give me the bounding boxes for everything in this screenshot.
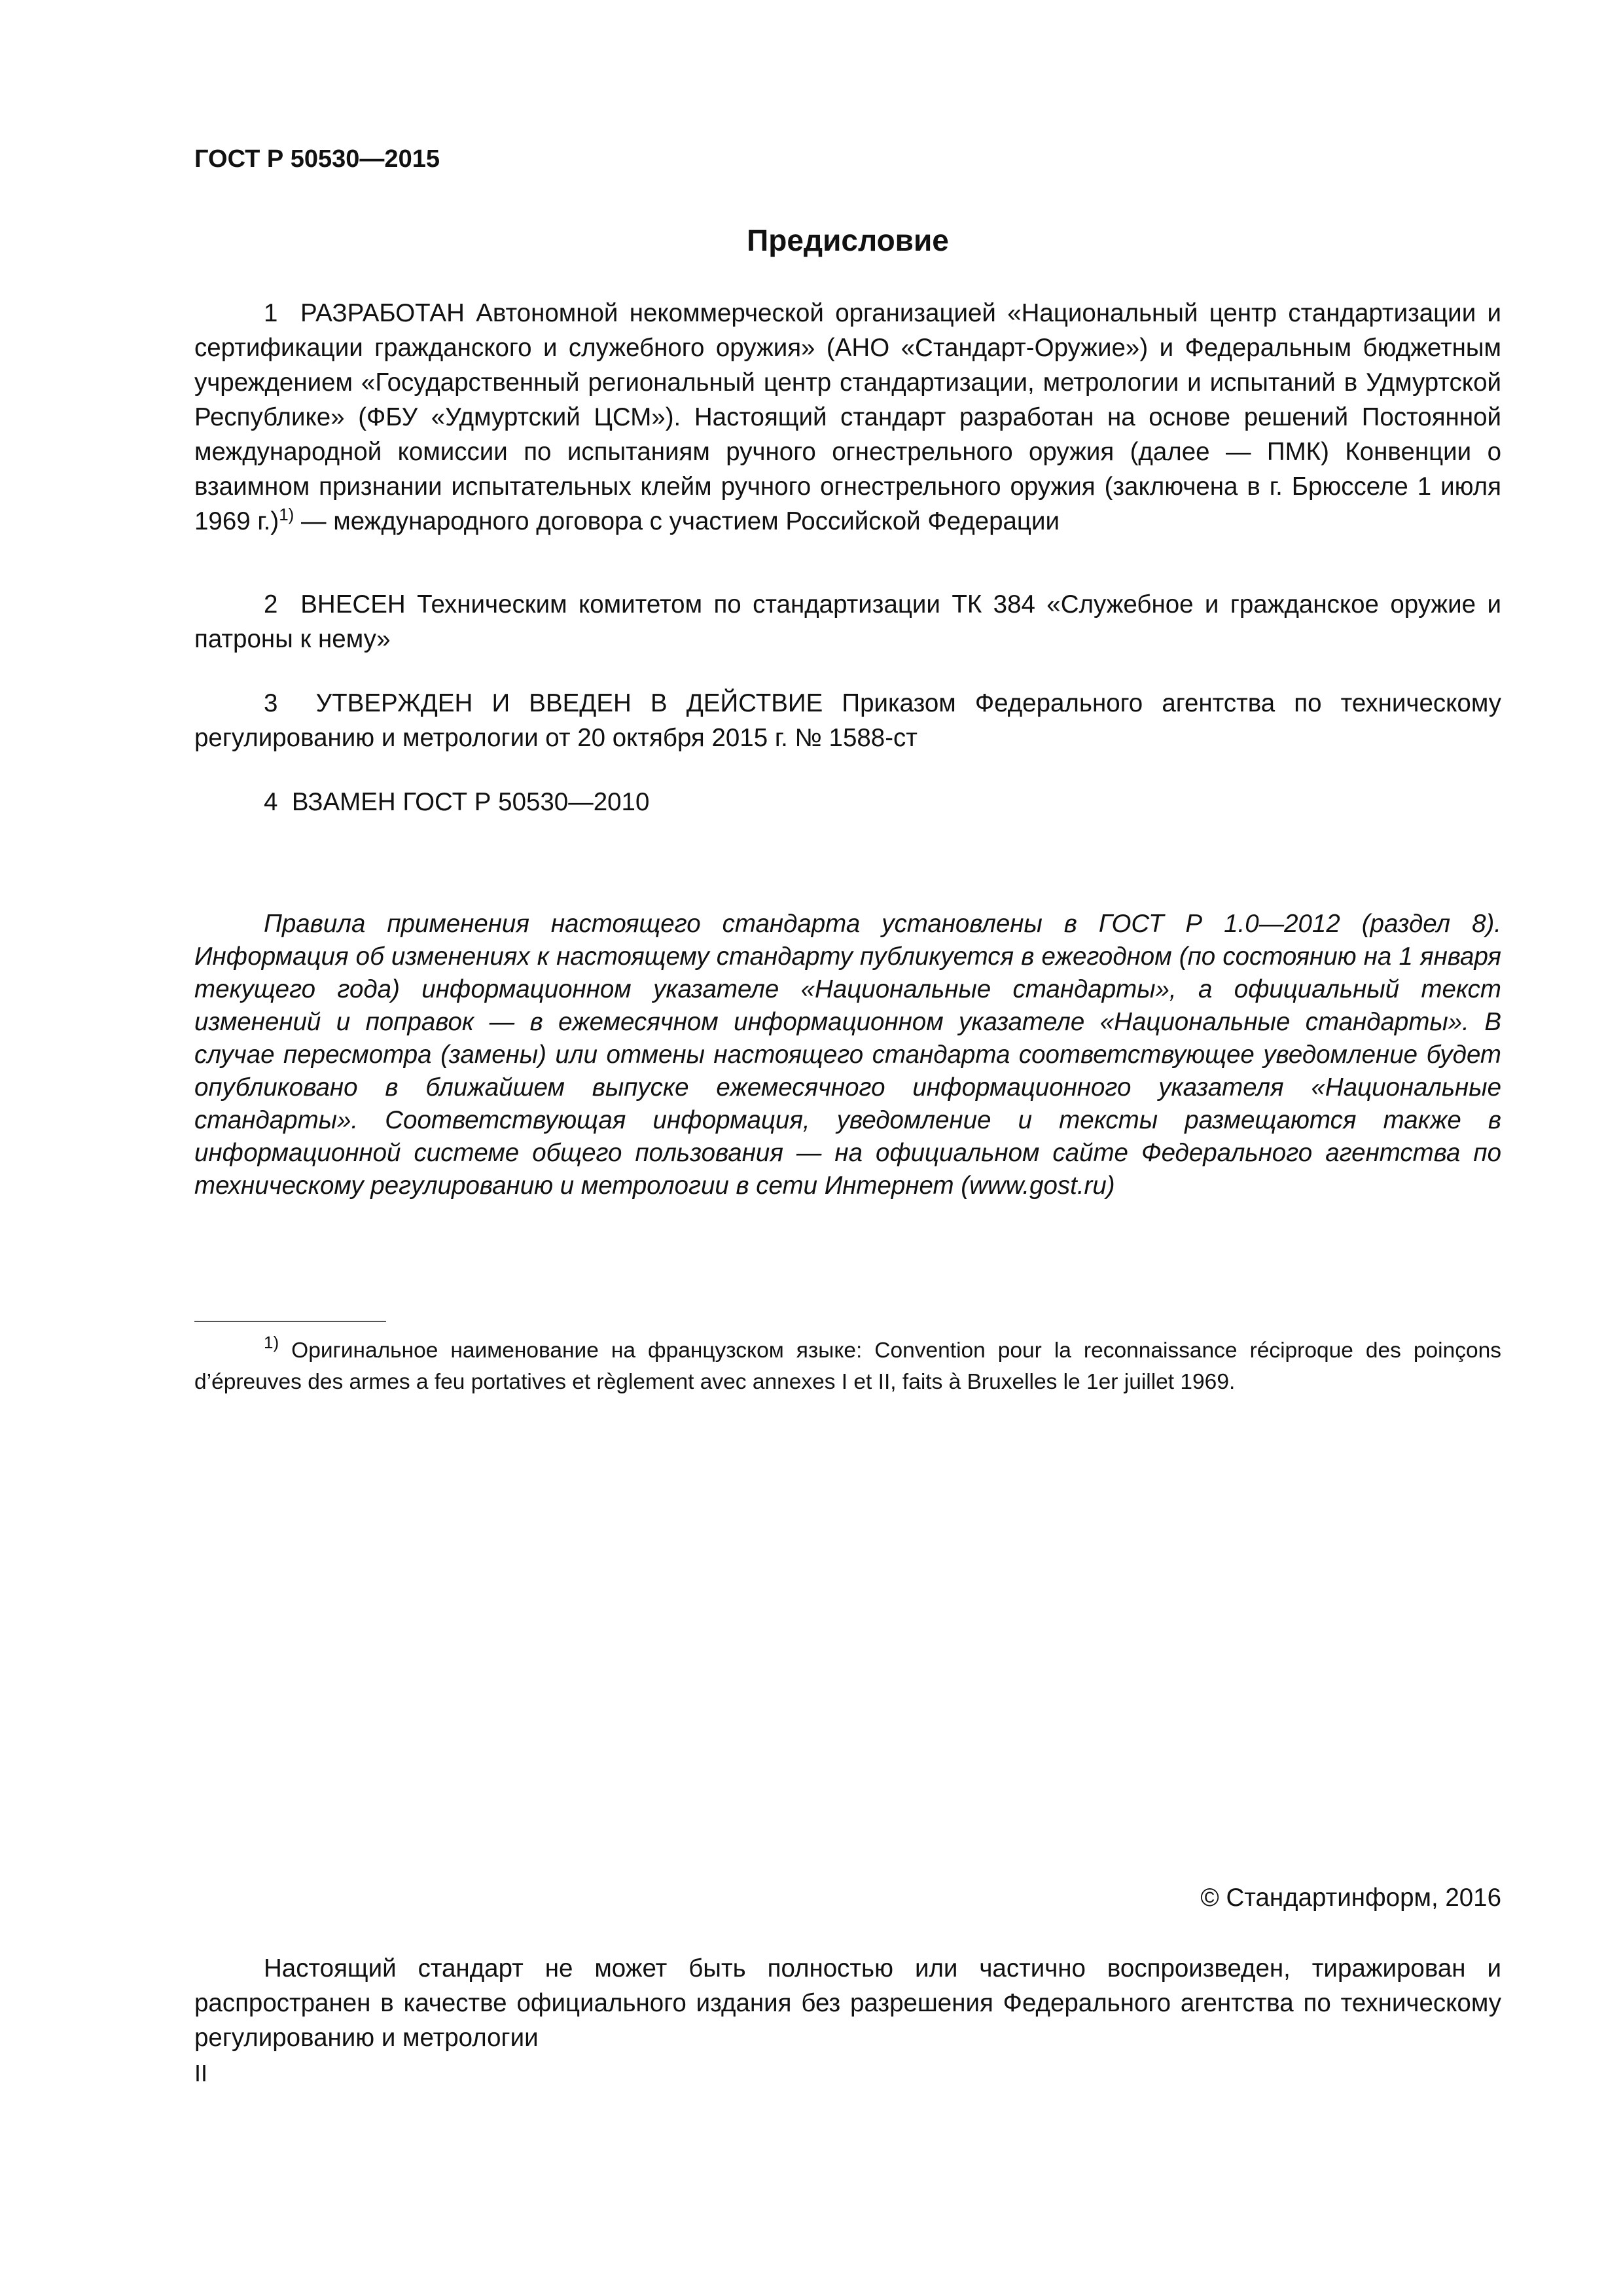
rules-notice: Правила применения настоящего стандарта установлены в ГОСТ Р 1.0—2012 (раздел 8). Информация об изменениях к настоящему стандарту публикуется в ежегодном (по состоянию на 1 января текущего года) информационном указателе «Национальные стандарты», а официальный текст изменений и поправок — в ежемесячном информационном указателе «Национальные стандарты». В случае пересмотра (замены) или отмены настоящего стандарта соответствующее уведомление будет опубликовано в ближайшем выпуске ежемесячного информационного указателя «Национальные стандарты». Соответствующая информация, уведомление и тексты размещаются также в информационной системе общего пользования — на официальном сайте Федерального агентства по техническому регулированию и метрологии в сети Интернет (www.gost.ru) (194, 910, 1501, 1200)
foreword-item-3 (194, 686, 1501, 755)
foreword-item-4 (194, 785, 1501, 819)
foreword-item-2 (194, 587, 1501, 656)
item-text: Автономной некоммерческой организацией «Национальный центр стандартизации и сертификации гражданского и служебного оружия» (АНО «Стандарт-Оружие») и Федеральным бюджетным учреждением «Государственный региональный центр стандартизации, метрологии и испытаний в Удмуртской Республике» (ФБУ «Удмуртский ЦСМ»). Настоящий стандарт разработан на основе решений Постоянной международной комиссии по испытаниям ручного огнестрельного оружия (далее — ПМК) Конвенции о взаимном признании испытательных клейм ручного огнестрельного оружия (заключена в г. Брюсселе 1 июля 1969 г.) (194, 299, 1501, 535)
document-code-header: ГОСТ Р 50530—2015 (194, 145, 440, 173)
foreword-item-1 (194, 296, 1501, 539)
item-label: УТВЕРЖДЕН И ВВЕДЕН В ДЕЙСТВИЕ (315, 689, 823, 717)
footnote-divider (194, 1321, 386, 1322)
item-text: Приказом Федерального агентства по техническому регулированию и метрологии от 20 октября 2015 г. № 1588-ст (194, 689, 1501, 752)
item-number: 4 (264, 788, 278, 816)
footnote (194, 1335, 1501, 1398)
item-number: 2 (264, 590, 278, 619)
item-label: РАЗРАБОТАН (300, 299, 465, 327)
item-number: 3 (264, 689, 278, 717)
item-text-continued: — международного договора с участием Российской Федерации (294, 507, 1060, 535)
footnote-mark: 1) (264, 1333, 279, 1352)
copyright-line: © Стандартинформ, 2016 (1200, 1884, 1501, 1912)
page-number: II (194, 2060, 208, 2087)
item-label: ВНЕСЕН (300, 590, 406, 619)
item-text: Техническим комитетом по стандартизации ТК 384 «Служебное и гражданское оружие и патроны к нему» (194, 590, 1501, 653)
footnote-reference: 1) (279, 505, 294, 524)
item-number: 1 (264, 299, 278, 327)
footnote-text: Оригинальное наименование на французском языке: Convention pour la reconnaissance réciproque des poinçons d’épreuves des armes a feu portatives et règlement avec annexes I et II, faits à Bruxelles le 1er juillet 1969. (194, 1338, 1501, 1394)
reproduction-notice: Настоящий стандарт не может быть полностью или частично воспроизведен, тиражирован и распространен в качестве официального издания без разрешения Федерального агентства по техническому регулированию и метрологии (194, 1954, 1501, 2052)
item-label: ВЗАМЕН ГОСТ Р 50530—2010 (291, 788, 650, 816)
page-title: Предисловие (747, 223, 949, 257)
